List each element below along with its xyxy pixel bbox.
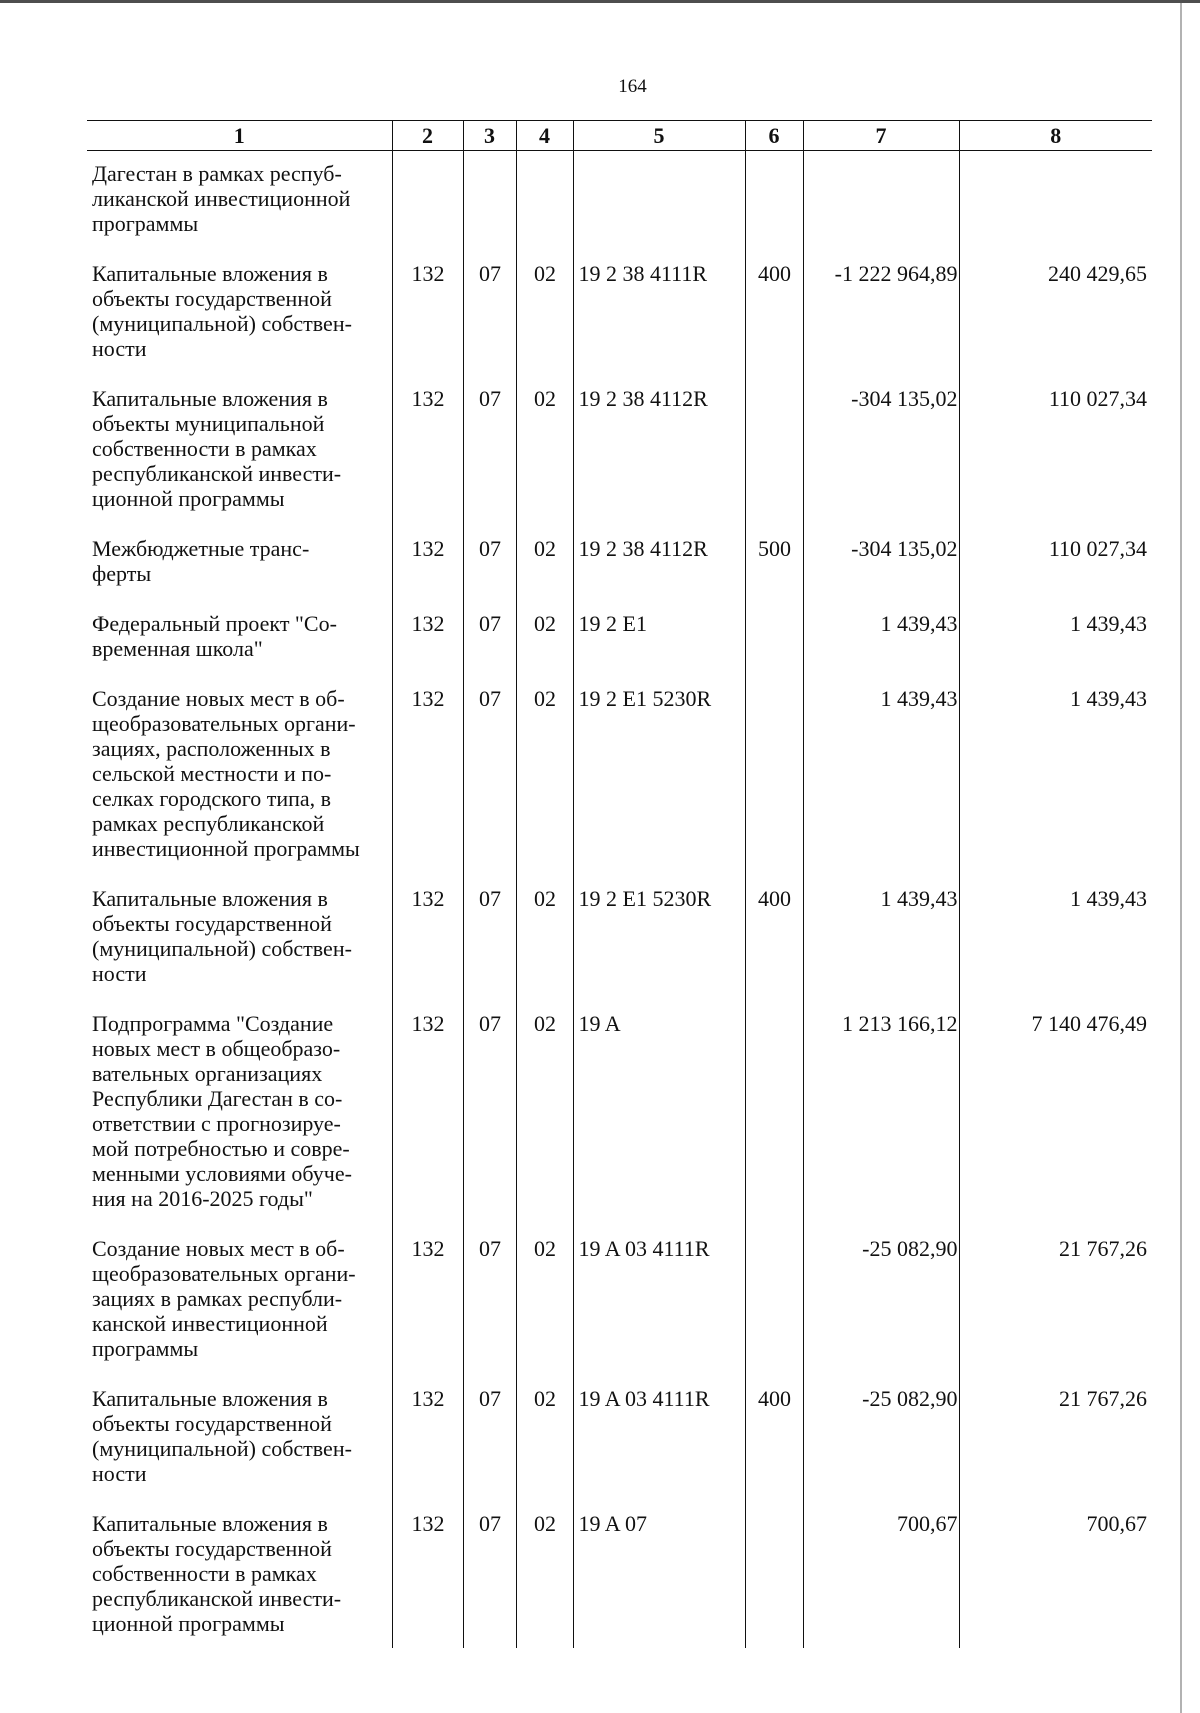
cell-amount-col8: 240 429,65 — [959, 261, 1152, 386]
cell-section-code — [463, 151, 516, 262]
row-description: Капитальные вложения в объекты муниципальной собственности в рамках республиканской инвести- ционной программы — [92, 386, 342, 511]
cell-subsection-code: 02 — [516, 886, 573, 1011]
table-row — [87, 261, 1152, 386]
table-row — [87, 386, 1152, 536]
cell-ministry-code: 132 — [392, 611, 463, 686]
cell-section-code: 07 — [463, 886, 516, 1011]
header-col-4: 4 — [516, 121, 573, 151]
cell-section-code: 07 — [463, 536, 516, 611]
cell-amount-col8: 21 767,26 — [959, 1386, 1152, 1511]
cell-section-code: 07 — [463, 1011, 516, 1236]
cell-section-code: 07 — [463, 1511, 516, 1648]
cell-ministry-code: 132 — [392, 1511, 463, 1648]
row-description: Подпрограмма "Создание новых мест в общеобразо- вательных организациях Республики Дагестан в со- ответствии с прогнозируе- мой потребностью и совре- менными условиями обуче- ния на 2016-2025 годы" — [92, 1011, 352, 1211]
cell-section-code: 07 — [463, 386, 516, 536]
cell-ministry-code: 132 — [392, 536, 463, 611]
cell-amount-col7 — [803, 151, 959, 262]
cell-ministry-code: 132 — [392, 886, 463, 1011]
cell-expense-type — [745, 1011, 803, 1236]
cell-section-code: 07 — [463, 261, 516, 386]
cell-target-article — [573, 151, 745, 262]
page-number: 164 — [618, 76, 647, 97]
table-row — [87, 1511, 1152, 1648]
cell-ministry-code: 132 — [392, 1011, 463, 1236]
cell-amount-col8: 700,67 — [959, 1511, 1152, 1648]
cell-expense-type: 400 — [745, 1386, 803, 1511]
cell-amount-col8: 1 439,43 — [959, 611, 1152, 686]
budget-table — [87, 120, 1152, 1648]
cell-amount-col7: -25 082,90 — [803, 1236, 959, 1386]
cell-amount-col7: 1 439,43 — [803, 886, 959, 1011]
cell-expense-type — [745, 686, 803, 886]
row-description: Федеральный проект "Со- временная школа" — [92, 611, 337, 661]
row-description: Межбюджетные транс- ферты — [92, 536, 310, 586]
table-row — [87, 611, 1152, 686]
cell-target-article: 19 2 E1 5230R — [573, 686, 745, 886]
cell-subsection-code: 02 — [516, 1011, 573, 1236]
row-description: Создание новых мест в об- щеобразовательных органи- зациях в рамках республи- канской инвестиционной программы — [92, 1236, 356, 1361]
cell-ministry-code: 132 — [392, 386, 463, 536]
table-row — [87, 1236, 1152, 1386]
cell-amount-col7: -25 082,90 — [803, 1386, 959, 1511]
cell-amount-col8 — [959, 151, 1152, 262]
cell-target-article: 19 2 E1 — [573, 611, 745, 686]
cell-amount-col8: 110 027,34 — [959, 386, 1152, 536]
cell-expense-type — [745, 611, 803, 686]
cell-target-article: 19 A 03 4111R — [573, 1386, 745, 1511]
header-col-8: 8 — [959, 121, 1152, 151]
table-header-row — [87, 121, 1152, 151]
cell-target-article: 19 2 E1 5230R — [573, 886, 745, 1011]
table-row — [87, 686, 1152, 886]
cell-section-code: 07 — [463, 1386, 516, 1511]
table-row — [87, 886, 1152, 1011]
header-col-5: 5 — [573, 121, 745, 151]
scan-edge-right — [1180, 0, 1182, 1713]
header-col-1: 1 — [87, 121, 392, 151]
cell-target-article: 19 A — [573, 1011, 745, 1236]
cell-subsection-code: 02 — [516, 611, 573, 686]
cell-expense-type — [745, 386, 803, 536]
row-description: Капитальные вложения в объекты государственной (муниципальной) собствен- ности — [92, 886, 352, 986]
cell-amount-col8: 1 439,43 — [959, 886, 1152, 1011]
cell-amount-col7: 1 439,43 — [803, 686, 959, 886]
cell-ministry-code: 132 — [392, 686, 463, 886]
cell-amount-col8: 110 027,34 — [959, 536, 1152, 611]
header-col-7: 7 — [803, 121, 959, 151]
cell-target-article: 19 2 38 4112R — [573, 536, 745, 611]
cell-amount-col7: -304 135,02 — [803, 536, 959, 611]
header-col-6: 6 — [745, 121, 803, 151]
table-row — [87, 151, 1152, 262]
row-description: Капитальные вложения в объекты государственной (муниципальной) собствен- ности — [92, 261, 352, 361]
row-description: Капитальные вложения в объекты государственной (муниципальной) собствен- ности — [92, 1386, 352, 1486]
cell-amount-col7: -304 135,02 — [803, 386, 959, 536]
header-col-2: 2 — [392, 121, 463, 151]
cell-subsection-code: 02 — [516, 386, 573, 536]
cell-subsection-code: 02 — [516, 686, 573, 886]
cell-expense-type — [745, 151, 803, 262]
cell-target-article: 19 2 38 4112R — [573, 386, 745, 536]
cell-amount-col7: -1 222 964,89 — [803, 261, 959, 386]
table-row — [87, 536, 1152, 611]
cell-amount-col8: 1 439,43 — [959, 686, 1152, 886]
cell-ministry-code — [392, 151, 463, 262]
row-description: Капитальные вложения в объекты государственной собственности в рамках республиканской инвести- ционной программы — [92, 1511, 342, 1636]
cell-expense-type: 400 — [745, 261, 803, 386]
cell-ministry-code: 132 — [392, 261, 463, 386]
cell-expense-type — [745, 1511, 803, 1648]
cell-subsection-code: 02 — [516, 1236, 573, 1386]
cell-subsection-code: 02 — [516, 1511, 573, 1648]
cell-amount-col7: 700,67 — [803, 1511, 959, 1648]
cell-target-article: 19 A 03 4111R — [573, 1236, 745, 1386]
scan-edge-top — [0, 0, 1200, 3]
cell-expense-type: 500 — [745, 536, 803, 611]
cell-ministry-code: 132 — [392, 1236, 463, 1386]
cell-subsection-code: 02 — [516, 1386, 573, 1511]
cell-section-code: 07 — [463, 611, 516, 686]
cell-amount-col7: 1 439,43 — [803, 611, 959, 686]
cell-expense-type — [745, 1236, 803, 1386]
header-col-3: 3 — [463, 121, 516, 151]
cell-subsection-code: 02 — [516, 536, 573, 611]
cell-amount-col7: 1 213 166,12 — [803, 1011, 959, 1236]
row-description: Создание новых мест в об- щеобразовательных органи- зациях, расположенных в сельской местности и по- селках городского типа, в рамках республиканской инвестиционной программы — [92, 686, 360, 861]
cell-section-code: 07 — [463, 1236, 516, 1386]
table-row — [87, 1011, 1152, 1236]
cell-ministry-code: 132 — [392, 1386, 463, 1511]
cell-section-code: 07 — [463, 686, 516, 886]
row-description: Дагестан в рамках респуб- ликанской инвестиционной программы — [92, 161, 351, 236]
cell-subsection-code: 02 — [516, 261, 573, 386]
cell-target-article: 19 A 07 — [573, 1511, 745, 1648]
cell-expense-type: 400 — [745, 886, 803, 1011]
cell-amount-col8: 7 140 476,49 — [959, 1011, 1152, 1236]
cell-subsection-code — [516, 151, 573, 262]
cell-target-article: 19 2 38 4111R — [573, 261, 745, 386]
cell-amount-col8: 21 767,26 — [959, 1236, 1152, 1386]
table-row — [87, 1386, 1152, 1511]
